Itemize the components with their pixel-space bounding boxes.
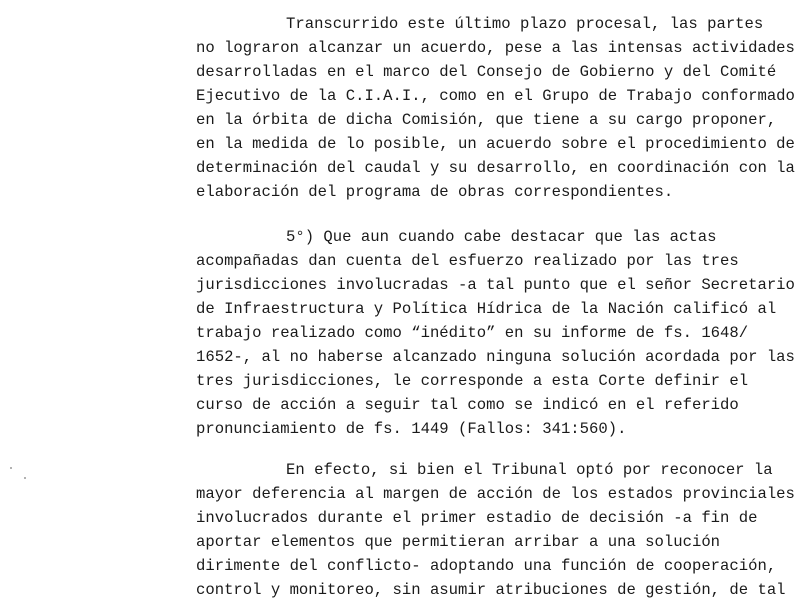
text-line: Transcurrido este último plazo procesal, las partes bbox=[286, 15, 764, 33]
text-line: determinación del caudal y su desarrollo, en coordinación con la bbox=[196, 159, 795, 177]
text-line: involucrados durante el primer estadio de decisión -a fin de bbox=[196, 509, 758, 527]
text-line: En efecto, si bien el Tribunal optó por reconocer la bbox=[286, 461, 773, 479]
text-line: de Infraestructura y Política Hídrica de la Nación calificó al bbox=[196, 300, 777, 318]
scan-speck bbox=[24, 477, 26, 479]
text-line: control y monitoreo, sin asumir atribuciones de gestión, de tal bbox=[196, 581, 786, 599]
text-line: desarrolladas en el marco del Consejo de Gobierno y del Comité bbox=[196, 63, 777, 81]
scan-speck bbox=[10, 467, 12, 469]
text-line: acompañadas dan cuenta del esfuerzo realizado por las tres bbox=[196, 252, 739, 270]
text-line: 1652-, al no haberse alcanzado ninguna solución acordada por las bbox=[196, 348, 795, 366]
text-line: trabajo realizado como “inédito” en su informe de fs. 1648/ bbox=[196, 324, 749, 342]
text-line: 5°) Que aun cuando cabe destacar que las actas bbox=[286, 228, 717, 246]
text-line: Ejecutivo de la C.I.A.I., como en el Grupo de Trabajo conformado bbox=[196, 87, 795, 105]
text-line: aportar elementos que permitieran arribar a una solución bbox=[196, 533, 721, 551]
text-line: en la órbita de dicha Comisión, que tiene a su cargo proponer, bbox=[196, 111, 777, 129]
text-line: jurisdicciones involucradas -a tal punto que el señor Secretario bbox=[196, 276, 795, 294]
text-line: mayor deferencia al margen de acción de los estados provinciales bbox=[196, 485, 795, 503]
text-line: elaboración del programa de obras correspondientes. bbox=[196, 183, 674, 201]
text-line: tres jurisdicciones, le corresponde a esta Corte definir el bbox=[196, 372, 749, 390]
text-line: no lograron alcanzar un acuerdo, pese a las intensas actividades bbox=[196, 39, 795, 57]
text-line: pronunciamiento de fs. 1449 (Fallos: 341:560). bbox=[196, 420, 627, 438]
text-line: en la medida de lo posible, un acuerdo sobre el procedimiento de bbox=[196, 135, 795, 153]
text-line: curso de acción a seguir tal como se indicó en el referido bbox=[196, 396, 739, 414]
text-line: dirimente del conflicto- adoptando una función de cooperación, bbox=[196, 557, 777, 575]
